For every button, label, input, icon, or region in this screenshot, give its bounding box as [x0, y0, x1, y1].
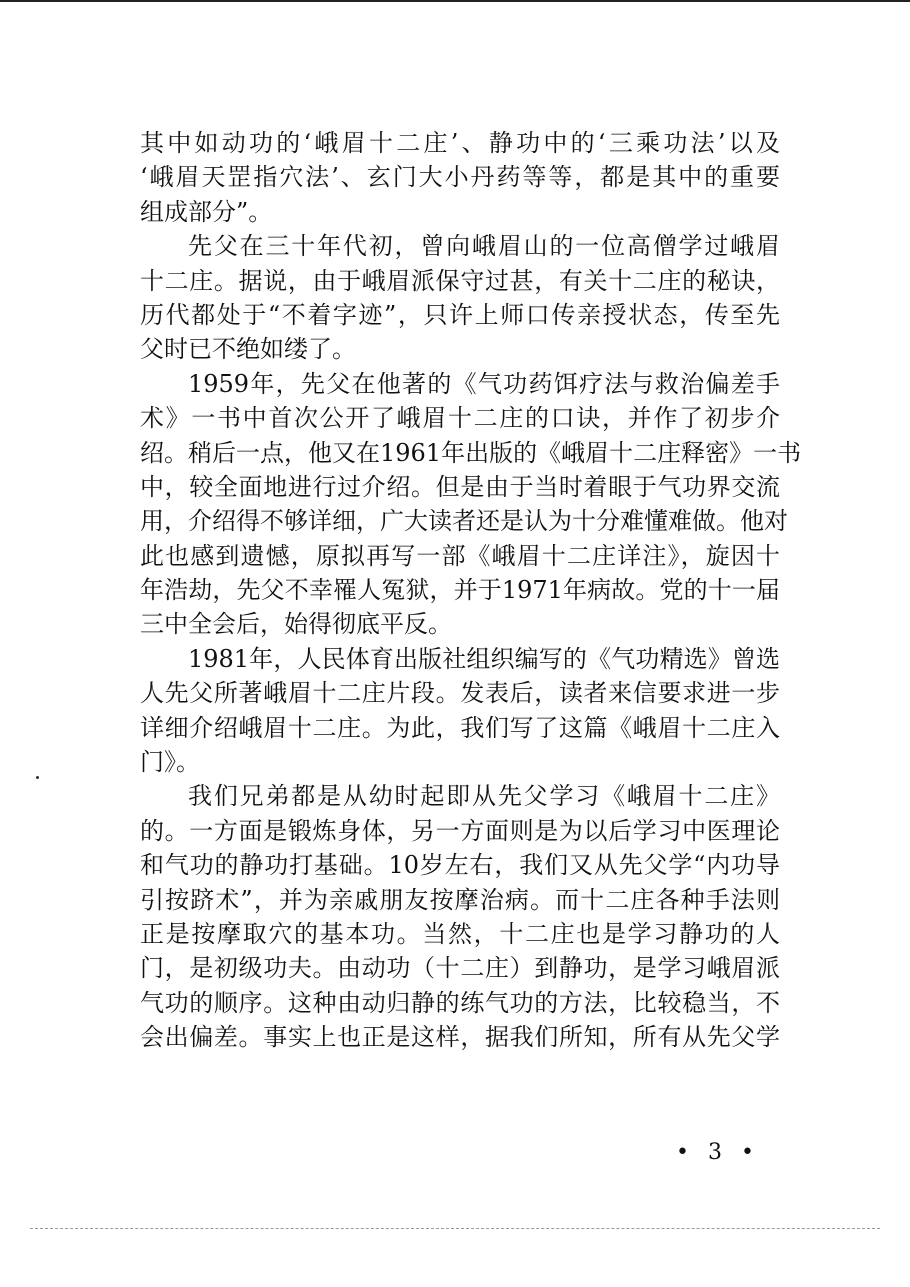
- text-line: 正是按摩取穴的基本功。当然，十二庄也是学习静功的人: [140, 919, 780, 948]
- text-line: 和气功的静功打基础。10岁左右，我们又从先父学“内功导: [140, 851, 780, 880]
- text-line: 十二庄。据说，由于峨眉派保守过甚，有关十二庄的秘诀，: [140, 266, 780, 295]
- top-border-line: [0, 0, 910, 2]
- text-line: 气功的顺序。这种由动归静的练气功的方法，比较稳当，不: [140, 988, 780, 1017]
- paragraph-3: [140, 367, 802, 642]
- text-line: 年浩劫，先父不幸罹人冤狱，并于1971年病故。党的十一届: [140, 576, 780, 605]
- text-line: 人先父所著峨眉十二庄片段。发表后，读者来信要求进一步: [140, 679, 780, 708]
- text-line: 详细介绍峨眉十二庄。为此，我们写了这篇《峨眉十二庄入: [140, 713, 780, 742]
- text-line: 绍。稍后一点，他又在1961年出版的《峨眉十二庄释密》一书: [140, 438, 802, 467]
- text-line: 用，介绍得不够详细，广大读者还是认为十分难懂难做。他对: [140, 507, 788, 536]
- paragraph-2: [140, 229, 780, 367]
- text-line: 其中如动功的‘峨眉十二庄’、静功中的‘三乘功法’以及: [140, 129, 780, 157]
- bottom-scan-edge: [30, 1228, 880, 1229]
- text-line: 中，较全面地进行过介绍。但是由于当时着眼于气功界交流: [140, 472, 780, 501]
- text-line: 术》一书中首次公开了峨眉十二庄的口诀，并作了初步介: [140, 404, 780, 433]
- text-line: 三中全会后，始得彻底平反。: [140, 610, 452, 639]
- scan-speck: [36, 776, 39, 779]
- paragraph-4: [140, 642, 780, 780]
- text-line: 历代都处于“不着字迹”，只许上师口传亲授状态，传至先: [140, 300, 780, 329]
- text-line: 先父在三十年代初，曾向峨眉山的一位高僧学过峨眉: [188, 232, 780, 261]
- text-line: 门》。: [140, 748, 200, 777]
- text-line: 引按跻术”，并为亲戚朋友按摩治病。而十二庄各种手法则: [140, 885, 780, 914]
- text-line: 父时已不绝如缕了。: [140, 335, 356, 364]
- text-line: 此也感到遗憾，原拟再写一部《峨眉十二庄详注》，旋因十: [140, 541, 780, 570]
- page-number: • 3 •: [676, 1140, 760, 1165]
- paragraph-5: [140, 779, 780, 1054]
- text-line: 1981年，人民体育出版社组织编写的《气功精选》曾选: [188, 644, 780, 673]
- text-line: 我们兄弟都是从幼时起即从先父学习《峨眉十二庄》: [188, 782, 780, 811]
- text-line: 门，是初级功夫。由动功（十二庄）到静功，是学习峨眉派: [140, 954, 780, 983]
- paragraph-1: [140, 126, 780, 229]
- text-line: 1959年，先父在他著的《气功药饵疗法与救治偏差手: [188, 369, 780, 398]
- text-line: 会出偏差。事实上也正是这样，据我们所知，所有从先父学: [140, 1023, 780, 1052]
- text-line: 的。一方面是锻炼身体，另一方面则是为以后学习中医理论: [140, 816, 780, 845]
- text-line: ‘峨眉天罡指穴法’、玄门大小丹药等等，都是其中的重要: [140, 163, 780, 192]
- text-line: 组成部分”。: [140, 197, 273, 226]
- page-body-text: [140, 126, 802, 1055]
